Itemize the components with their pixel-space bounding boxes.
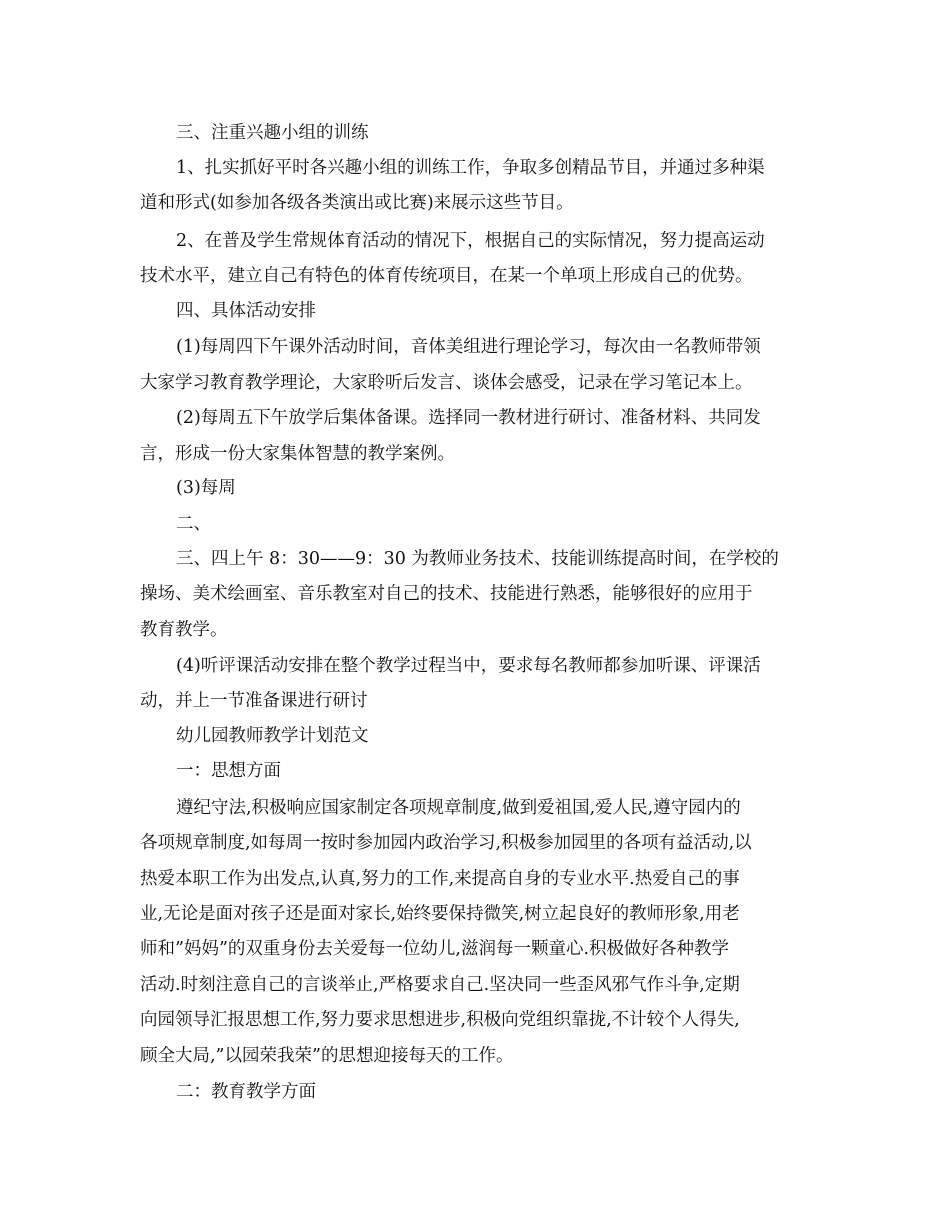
text-line: 遵纪守法,积极响应国家制定各项规章制度,做到爱祖国,爱人民,遵守园内的 xyxy=(176,798,741,818)
text-line: (2)每周五下午放学后集体备课。选择同一教材进行研讨、准备材料、共同发 xyxy=(176,408,761,428)
text-line: 动，并上一节准备课进行研讨 xyxy=(140,691,368,711)
text-line: 三、注重兴趣小组的训练 xyxy=(176,123,369,143)
text-line: 二、 xyxy=(176,514,211,534)
text-line: (3)每周 xyxy=(176,478,236,498)
text-line: 道和形式(如参加各级各类演出或比赛)来展示这些节目。 xyxy=(140,193,574,213)
text-line: (4)听评课活动安排在整个教学过程当中，要求每名教师都参加听课、评课活 xyxy=(176,656,761,676)
text-line: 教育教学。 xyxy=(140,620,228,640)
text-line: 大家学习教育教学理论，大家聆听后发言、谈体会感受，记录在学习笔记本上。 xyxy=(140,373,753,393)
text-line: 一：思想方面 xyxy=(176,761,281,781)
text-line: 顾全大局,”以园荣我荣”的思想迎接每天的工作。 xyxy=(140,1046,514,1066)
text-line: 业,无论是面对孩子还是面对家长,始终要保持微笑,树立起良好的教师形象,用老 xyxy=(140,904,740,924)
text-line: 1、扎实抓好平时各兴趣小组的训练工作，争取多创精品节目，并通过多种渠 xyxy=(176,158,765,178)
text-line: 二：教育教学方面 xyxy=(176,1082,316,1102)
text-line: 热爱本职工作为出发点,认真,努力的工作,来提高自身的专业水平.热爱自己的事 xyxy=(140,869,740,889)
text-line: 三、四上午 8：30——9：30 为教师业务技术、技能训练提高时间，在学校的 xyxy=(176,549,779,569)
text-line: 言，形成一份大家集体智慧的教学案例。 xyxy=(140,444,455,464)
text-line: 幼儿园教师教学计划范文 xyxy=(176,726,369,746)
text-line: (1)每周四下午课外活动时间，音体美组进行理论学习，每次由一名教师带领 xyxy=(176,337,761,357)
text-line: 四、具体活动安排 xyxy=(176,301,316,321)
text-line: 向园领导汇报思想工作,努力要求思想进步,积极向党组织靠拢,不计较个人得失, xyxy=(140,1010,740,1030)
text-line: 操场、美术绘画室、音乐教室对自己的技术、技能进行熟悉，能够很好的应用于 xyxy=(140,584,753,604)
text-line: 各项规章制度,如每周一按时参加园内政治学习,积极参加园里的各项有益活动,以 xyxy=(140,833,752,853)
text-line: 技术水平，建立自己有特色的体育传统项目，在某一个单项上形成自己的优势。 xyxy=(140,266,753,286)
text-line: 活动.时刻注意自己的言谈举止,严格要求自己.坚决同一些歪风邪气作斗争,定期 xyxy=(140,975,740,995)
text-line: 2、在普及学生常规体育活动的情况下，根据自己的实际情况，努力提高运动 xyxy=(176,231,765,251)
text-line: 师和”妈妈”的双重身份去关爱每一位幼儿,滋润每一颗童心.积极做好各种教学 xyxy=(140,939,730,959)
